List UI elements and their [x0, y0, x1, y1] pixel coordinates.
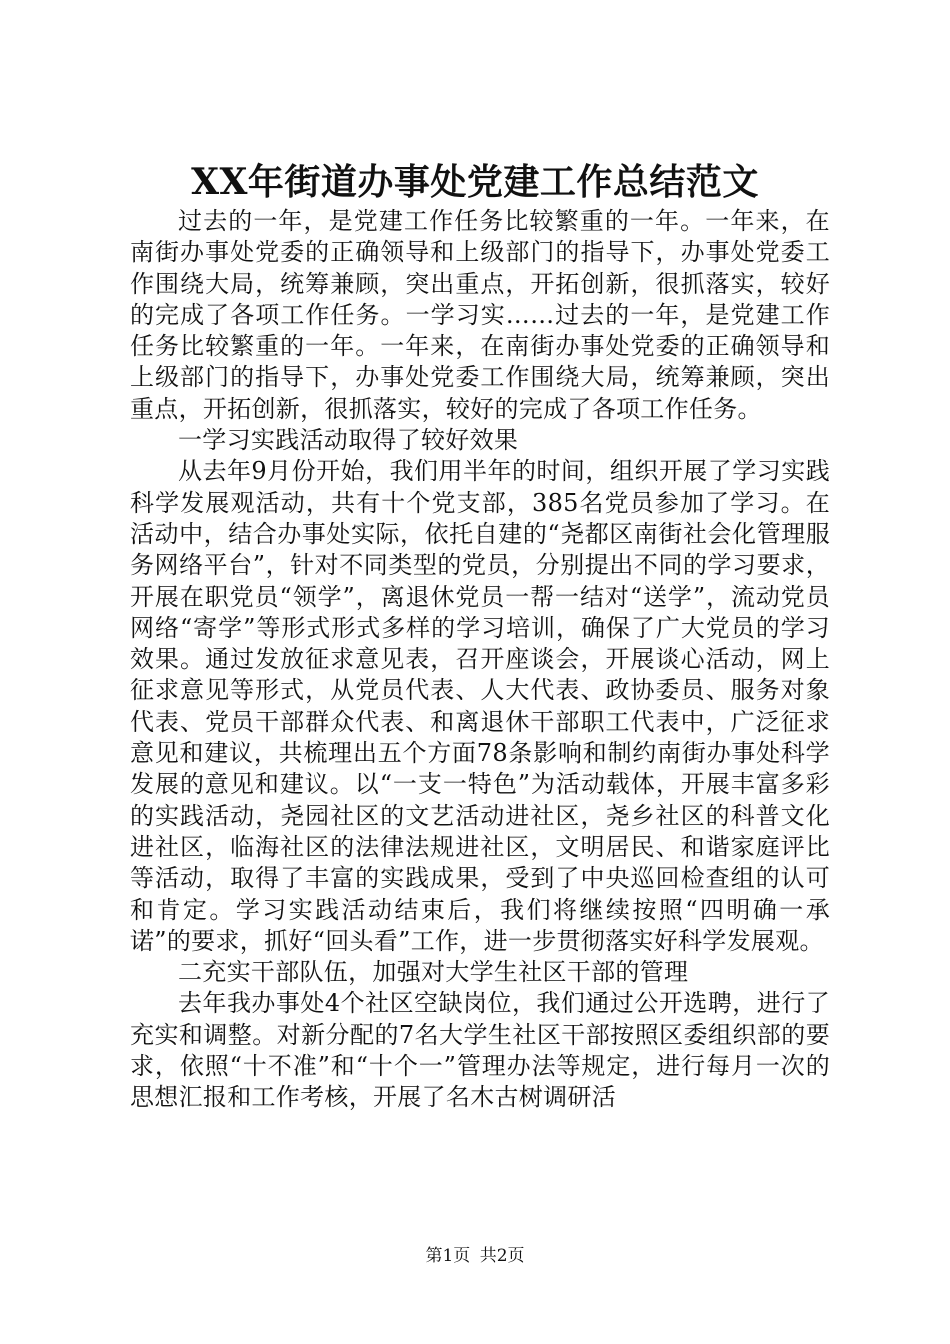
document-body	[130, 206, 830, 1114]
page-number: 第1页	[425, 1246, 471, 1266]
section-heading-1: 一学习实践活动取得了较好效果	[178, 426, 519, 455]
page-total: 共2页	[479, 1246, 525, 1266]
section-2-paragraph: 去年我办事处4个社区空缺岗位，我们通过公开选聘，进行了充实和调整。对新分配的7名大学生社区干部按照区委组织部的要求，依照“十不准”和“十个一”管理办法等规定，进行每月一次的思想汇报和工作考核，开展了名木古树调研活	[130, 989, 830, 1112]
section-heading-2: 二充实干部队伍，加强对大学生社区干部的管理	[178, 958, 689, 987]
intro-paragraph: 过去的一年，是党建工作任务比较繁重的一年。一年来，在南街办事处党委的正确领导和上级部门的指导下，办事处党委工作围绕大局，统筹兼顾，突出重点，开拓创新，很抓落实，较好的完成了各项工作任务。一学习实……过去的一年，是党建工作任务比较繁重的一年。一年来，在南街办事处党委的正确领导和上级部门的指导下，办事处党委工作围绕大局，统筹兼顾，突出重点，开拓创新，很抓落实，较好的完成了各项工作任务。	[130, 207, 830, 423]
document-title: XX年街道办事处党建工作总结范文	[191, 161, 759, 203]
page-footer	[0, 1245, 950, 1267]
section-1-paragraph: 从去年9月份开始，我们用半年的时间，组织开展了学习实践科学发展观活动，共有十个党支部，385名党员参加了学习。在活动中，结合办事处实际，依托自建的“尧都区南街社会化管理服务网络平台”，针对不同类型的党员，分别提出不同的学习要求，开展在职党员“领学”，离退休党员一帮一结对“送学”，流动党员网络“寄学”等形式形式多样的学习培训，确保了广大党员的学习效果。通过发放征求意见表，召开座谈会，开展谈心活动，网上征求意见等形式，从党员代表、人大代表、政协委员、服务对象代表、党员干部群众代表、和离退休干部职工代表中，广泛征求意见和建议，共梳理出五个方面78条影响和制约南街办事处科学发展的意见和建议。以“一支一特色”为活动载体，开展丰富多彩的实践活动，尧园社区的文艺活动进社区，尧乡社区的科普文化进社区，临海社区的法律法规进社区，文明居民、和谐家庭评比等活动，取得了丰富的实践成果，受到了中央巡回检查组的认可和肯定。学习实践活动结束后，我们将继续按照“四明确一承诺”的要求，抓好“回头看”工作，进一步贯彻落实好科学发展观。	[130, 457, 830, 955]
